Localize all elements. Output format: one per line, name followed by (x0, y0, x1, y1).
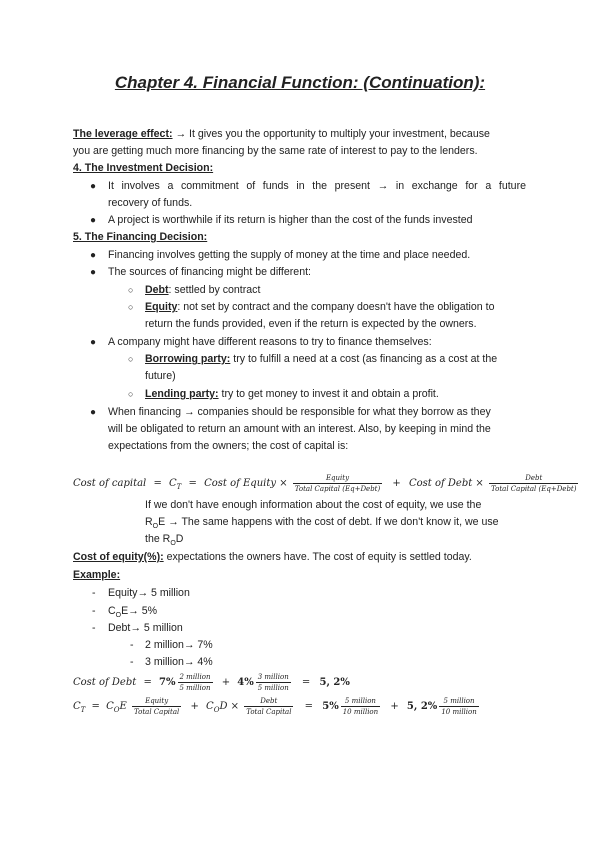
dash-bullet: - (130, 656, 134, 668)
leverage-line-2: you are getting much more financing by the same rate of interest to pay to the lenders. (73, 145, 478, 157)
equity-line-1 (145, 299, 494, 316)
calc1-fraction-2 (256, 673, 291, 692)
fraction-numerator: 3 million (257, 673, 289, 681)
calc2-fraction-4 (439, 697, 478, 716)
bullet-icon: ● (90, 337, 97, 348)
fraction-numerator: Equity (293, 474, 382, 484)
lending-line (145, 386, 439, 403)
borrowing-line-2: future) (145, 370, 176, 382)
debt-line (145, 282, 260, 299)
note-line-2 (145, 514, 499, 531)
cost-of-debt-calculation (73, 673, 350, 692)
dash-bullet: - (92, 587, 96, 599)
equity-text-1: : not set by contract and the company doesn't have the obligation to (177, 301, 495, 313)
financing-bullet-1: Financing involves getting the supply of money at the time and place needed. (108, 249, 471, 261)
fraction-denominator: 5 million (257, 684, 289, 692)
dash-bullet: - (92, 605, 96, 617)
chapter-title: Chapter 4. Financial Function: (Continuation): (114, 73, 486, 92)
bullet-icon: ● (90, 250, 97, 261)
example-sub: O (115, 612, 122, 620)
note-text-3a: the R (145, 533, 171, 545)
financing-bullet-4-line-2: will be obligated to return an amount with an interest. Also, by keeping in mind the (108, 423, 491, 435)
formula-debt-fraction (489, 474, 578, 493)
fraction-denominator: Total Capital (246, 708, 292, 716)
example-sub-item-2: 3 million→ 4% (145, 656, 213, 668)
fraction-numerator: Debt (489, 474, 578, 484)
calc2-c2: C (106, 701, 114, 712)
formula-lhs: Cost of capital (73, 478, 147, 489)
fraction-denominator: 10 million (441, 708, 477, 716)
calc2-plus-2: + (390, 701, 399, 712)
cost-of-capital-formula (73, 474, 580, 493)
lending-term: Lending party: (145, 388, 219, 400)
calc1-percent-2: 4% (237, 677, 254, 688)
calc2-c: C (73, 701, 81, 712)
cost-of-capital-calculation (73, 697, 481, 716)
bullet-icon: ● (90, 181, 97, 192)
financing-heading: 5. The Financing Decision: (73, 231, 208, 243)
fraction-numerator: Debt (244, 697, 293, 707)
calc1-fraction-1 (178, 673, 213, 692)
fraction-denominator: 5 million (179, 684, 211, 692)
borrowing-line-1 (145, 351, 497, 368)
leverage-term: The leverage effect: (73, 128, 173, 140)
calc2-fraction-2 (244, 697, 293, 716)
calc2-c3: C (206, 701, 214, 712)
circle-bullet-icon: ○ (128, 354, 134, 364)
bullet-icon: ● (90, 215, 97, 226)
circle-bullet-icon: ○ (128, 285, 134, 295)
calc1-equals-2: = (301, 677, 311, 688)
investment-bullet-1-line-2: recovery of funds. (108, 197, 193, 209)
calc2-c2-sub: O (113, 706, 120, 714)
formula-ct-sub: T (176, 483, 182, 491)
calc2-equals-2: = (304, 701, 314, 712)
calc2-plus: + (190, 701, 199, 712)
example-item-2 (108, 603, 157, 620)
bullet-icon: ● (90, 407, 97, 418)
formula-cost-of-debt: Cost of Debt × (409, 478, 484, 489)
example-heading: Example: (73, 569, 121, 581)
note-text-3b: D (175, 533, 184, 545)
bullet-icon: ● (90, 267, 97, 278)
example-sub-item-1: 2 million→ 7% (145, 639, 213, 651)
example-item-1: Equity→ 5 million (108, 587, 190, 599)
dash-bullet: - (92, 622, 96, 634)
financing-bullet-2: The sources of financing might be different: (108, 266, 311, 278)
example-item-2-text: E→ 5% (121, 605, 158, 617)
fraction-numerator: 5 million (439, 697, 478, 707)
formula-equals-2: = (188, 478, 197, 489)
cost-of-equity-text: expectations the owners have. The cost of equity is settled today. (163, 551, 472, 563)
calc2-percent-1: 5% (322, 701, 339, 712)
calc2-fraction-3 (341, 697, 380, 716)
formula-equity-fraction (293, 474, 382, 493)
debt-text: : settled by contract (168, 284, 261, 296)
calc2-c3-sub: O (213, 706, 220, 714)
calc2-d: D × (219, 701, 240, 712)
example-item-3: Debt→ 5 million (108, 622, 183, 634)
note-sub: O (170, 540, 176, 548)
calc1-equals: = (143, 677, 152, 688)
note-sub: O (152, 523, 159, 531)
investment-bullet-2: A project is worthwhile if its return is higher than the cost of the funds invested (108, 214, 473, 226)
calc1-percent-1: 7% (159, 677, 176, 688)
calc1-plus: + (221, 677, 231, 688)
calc2-c-sub: T (80, 706, 86, 714)
financing-bullet-3: A company might have different reasons to try to finance themselves: (108, 336, 432, 348)
calc2-fraction-1 (132, 697, 181, 716)
formula-equals: = (153, 478, 162, 489)
equity-line-2: return the funds provided, even if the return is expected by the owners. (145, 318, 477, 330)
equity-term: Equity (145, 301, 178, 313)
leverage-line-1 (73, 126, 490, 143)
investment-heading: 4. The Investment Decision: (73, 162, 214, 174)
investment-bullet-1-line-1: It involves a commitment of funds in the present → in exchange for a future (108, 180, 526, 192)
cost-of-equity-line (73, 549, 472, 566)
formula-ct: C (169, 478, 177, 489)
formula-cost-of-equity: Cost of Equity × (204, 478, 288, 489)
example-c: C (108, 605, 116, 617)
calc2-equals: = (91, 701, 100, 712)
fraction-denominator: 10 million (342, 708, 379, 716)
calc1-result: 5, 2% (319, 677, 350, 688)
circle-bullet-icon: ○ (128, 302, 134, 312)
calc1-lhs: Cost of Debt (73, 677, 137, 688)
debt-term: Debt (145, 284, 169, 296)
fraction-denominator: Total Capital (Eq+Debt) (491, 485, 577, 493)
note-line-3 (145, 531, 183, 548)
fraction-denominator: Total Capital (134, 708, 180, 716)
borrowing-text-1: try to fulfill a need at a cost (as financing as a cost at the (230, 353, 498, 365)
note-text-2: E → The same happens with the cost of debt. If we don't know it, we use (158, 516, 499, 528)
fraction-numerator: 5 million (341, 697, 380, 707)
financing-bullet-4-line-3: expectations from the owners; the cost of capital is: (108, 440, 349, 452)
leverage-text-1: It gives you the opportunity to multiply your investment, because (186, 128, 490, 140)
borrowing-term: Borrowing party: (145, 353, 231, 365)
circle-bullet-icon: ○ (128, 389, 134, 399)
fraction-numerator: 2 million (179, 673, 211, 681)
financing-bullet-4-line-1: When financing → companies should be responsible for what they borrow as they (108, 406, 491, 418)
calc2-e: E (119, 701, 127, 712)
cost-of-equity-term: Cost of equity(%): (73, 551, 164, 563)
dash-bullet: - (130, 639, 134, 651)
calc2-percent-2: 5, 2% (406, 701, 438, 712)
fraction-denominator: Total Capital (Eq+Debt) (294, 485, 381, 493)
formula-plus: + (392, 478, 401, 489)
fraction-numerator: Equity (132, 697, 181, 707)
note-line-1: If we don't have enough information about the cost of equity, we use the (145, 499, 482, 511)
arrow-icon: → (175, 128, 187, 140)
lending-text: try to get money to invest it and obtain a profit. (218, 388, 439, 400)
note-r: R (145, 516, 153, 528)
